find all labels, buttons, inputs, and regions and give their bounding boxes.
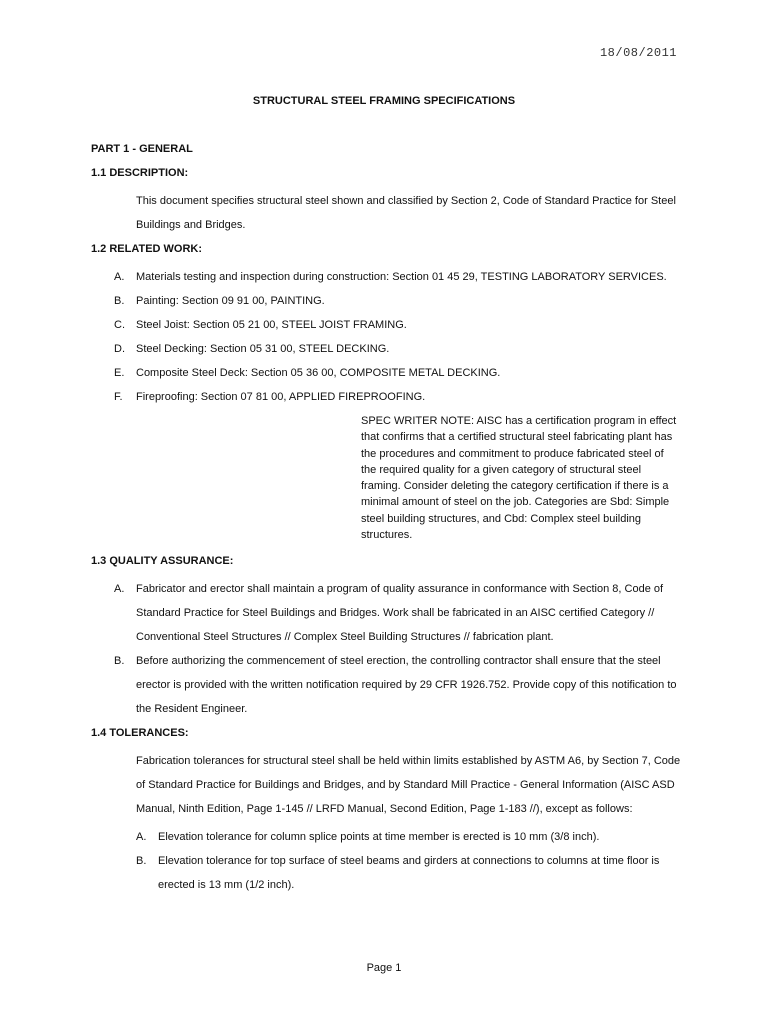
list-item-text: Before authorizing the commencement of steel erection, the controlling contractor shall ensure that the steel erector is provided with the written notification required by 29 CFR 1926.752. Provide copy of this notification to the Resident Engineer. bbox=[136, 655, 677, 716]
list-item-letter: A. bbox=[114, 271, 125, 283]
tolerances-paragraph: Fabrication tolerances for structural steel shall be held within limits established by ASTM A6, by Section 7, Code of Standard Practice for Buildings and Bridges, and by Standard Mill Practice - General Information (AISC ASD Manual, Ninth Edition, Page 1-145 // LRFD Manual, Second Edition, Page 1-183 //), except as follows: bbox=[136, 755, 681, 816]
list-item bbox=[136, 825, 691, 849]
list-item bbox=[91, 289, 691, 313]
list-item-text: Composite Steel Deck: Section 05 36 00, COMPOSITE METAL DECKING. bbox=[136, 367, 501, 379]
list-item-letter: C. bbox=[114, 319, 125, 331]
part-heading: PART 1 - GENERAL bbox=[91, 143, 193, 155]
list-item-text: Elevation tolerance for column splice points at time member is erected is 10 mm (3/8 inch). bbox=[158, 831, 600, 844]
section-heading-quality-assurance: 1.3 QUALITY ASSURANCE: bbox=[91, 555, 234, 568]
list-item-letter: D. bbox=[114, 343, 125, 355]
list-item-text: Steel Joist: Section 05 21 00, STEEL JOIST FRAMING. bbox=[136, 319, 407, 331]
page-number: Page 1 bbox=[366, 962, 402, 974]
quality-assurance-list bbox=[91, 577, 691, 721]
document-date: 18/08/2011 bbox=[599, 46, 677, 60]
list-item-letter: A. bbox=[136, 831, 147, 844]
list-item-letter: F. bbox=[114, 391, 123, 403]
description-paragraph: This document specifies structural steel shown and classified by Section 2, Code of Standard Practice for Steel Buildings and Bridges. bbox=[136, 195, 676, 231]
list-item bbox=[91, 337, 691, 361]
list-item-letter: B. bbox=[114, 655, 125, 668]
list-item bbox=[91, 385, 691, 409]
section-heading-related-work: 1.2 RELATED WORK: bbox=[91, 243, 203, 255]
list-item-text: Fabricator and erector shall maintain a program of quality assurance in conformance with Section 8, Code of Standard Practice for Steel Buildings and Bridges. Work shall be fabricated in an AISC certified Category // Conventional Steel Structures // Complex Steel Building Structures // fabrication plant. bbox=[136, 583, 664, 644]
list-item-letter: B. bbox=[136, 855, 147, 868]
spec-writer-note: SPEC WRITER NOTE: AISC has a certification program in effect that confirms that a certified structural steel fabricating plant has the procedures and commitment to produce fabricated steel of the required quality for a given category of structural steel framing. Consider deleting the category certification if there is a minimal amount of steel on the job. Categories are Sbd: Simple steel building structures, and Cbd: Complex steel building structures. bbox=[361, 415, 677, 542]
list-item bbox=[136, 849, 691, 897]
related-work-list bbox=[91, 265, 691, 409]
list-item-letter: E. bbox=[114, 367, 125, 379]
tolerances-list bbox=[136, 825, 691, 897]
list-item bbox=[91, 265, 691, 289]
list-item-text: Fireproofing: Section 07 81 00, APPLIED FIREPROOFING. bbox=[136, 391, 426, 403]
section-heading-tolerances: 1.4 TOLERANCES: bbox=[91, 727, 189, 740]
section-heading-description: 1.1 DESCRIPTION: bbox=[91, 167, 189, 179]
document-body bbox=[91, 141, 691, 897]
list-item bbox=[91, 361, 691, 385]
list-item-text: Steel Decking: Section 05 31 00, STEEL DECKING. bbox=[136, 343, 390, 355]
list-item-letter: A. bbox=[114, 583, 125, 596]
list-item-text: Painting: Section 09 91 00, PAINTING. bbox=[136, 295, 325, 307]
list-item bbox=[91, 313, 691, 337]
list-item bbox=[91, 649, 691, 721]
document-title: STRUCTURAL STEEL FRAMING SPECIFICATIONS bbox=[252, 95, 516, 107]
list-item bbox=[91, 577, 691, 649]
list-item-letter: B. bbox=[114, 295, 125, 307]
list-item-text: Elevation tolerance for top surface of steel beams and girders at connections to columns at time floor is erected is 13 mm (1/2 inch). bbox=[158, 855, 660, 892]
list-item-text: Materials testing and inspection during construction: Section 01 45 29, TESTING LABORATORY SERVICES. bbox=[136, 271, 667, 283]
